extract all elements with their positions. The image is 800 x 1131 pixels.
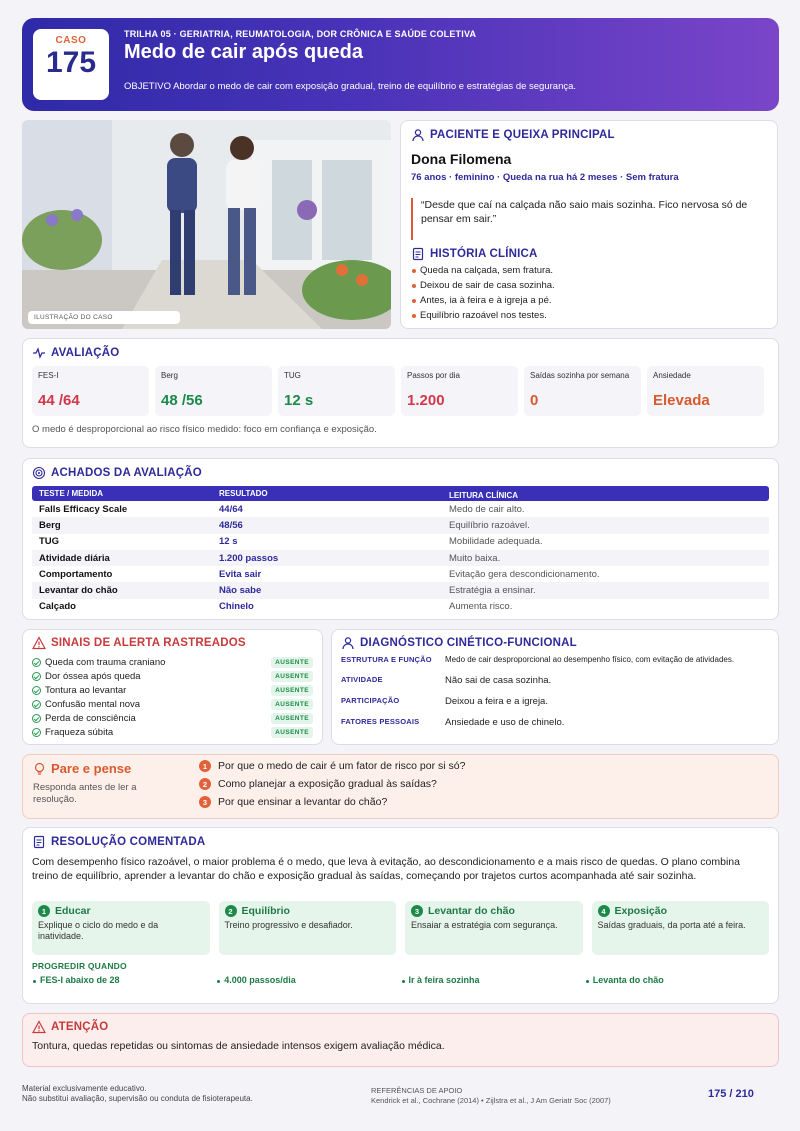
diagnosis-section-label: DIAGNÓSTICO CINÉTICO-FUNCIONAL: [360, 637, 577, 649]
patient-card: [400, 120, 778, 329]
status-badge: AUSENTE: [271, 713, 313, 724]
cell-test: Comportamento: [39, 568, 113, 580]
case-illustration: [22, 120, 391, 329]
cell-result: 12 s: [219, 536, 238, 548]
lightbulb-icon: [33, 762, 46, 776]
metric-value: Elevada: [653, 392, 710, 409]
question-text: Como planejar a exposição gradual às saídas?: [218, 778, 437, 790]
history-section-label: HISTÓRIA CLÍNICA: [430, 248, 538, 260]
findings-section-title: [32, 466, 769, 480]
patient-quote: “Desde que caí na calçada não saio mais sozinha. Fico nervosa só de pensar em sair.”: [411, 198, 767, 240]
metric-label: Passos por dia: [407, 371, 460, 380]
cell-test: Atividade diária: [39, 552, 110, 564]
document-icon: [411, 247, 425, 261]
cell-reading: Equilíbrio razoável.: [449, 519, 530, 531]
think-subtitle: Responda antes de ler a resolução.: [33, 782, 137, 805]
assessment-section-title: [32, 346, 769, 360]
patient-section-label: PACIENTE E QUEIXA PRINCIPAL: [430, 129, 615, 141]
metric-value: 48 /56: [161, 392, 203, 409]
findings-table-body: [32, 501, 769, 615]
step-number: 1: [38, 905, 50, 917]
resolution-section-title: [32, 835, 769, 849]
list-item: [32, 669, 313, 683]
metric-tile: [401, 366, 518, 416]
case-illustration-image: [22, 120, 391, 329]
cell-result: Evita sair: [219, 568, 262, 580]
status-badge: AUSENTE: [271, 685, 313, 696]
findings-table-header: [32, 486, 769, 501]
cell-reading: Medo de cair alto.: [449, 503, 525, 515]
patient-section-title: [411, 128, 767, 142]
step-title: Levantar do chão: [428, 905, 515, 917]
red-flag-label: Confusão mental nova: [45, 698, 141, 710]
diagnosis-key: PARTICIPAÇÃO: [341, 696, 400, 705]
think-card: [22, 754, 779, 819]
warning-icon: [32, 1020, 46, 1034]
red-flags-card: [22, 629, 323, 745]
status-badge: AUSENTE: [271, 657, 313, 668]
table-row: [32, 501, 769, 517]
trilha-label: TRILHA 05 · GERIATRIA, REUMATOLOGIA, DOR CRÔNICA E SAÚDE COLETIVA: [124, 29, 477, 39]
pulse-icon: [32, 346, 46, 360]
history-section-title: [411, 247, 767, 261]
diagnosis-card: [331, 629, 779, 745]
metric-tile: [155, 366, 272, 416]
metric-label: FES-I: [38, 371, 59, 380]
status-badge: AUSENTE: [271, 699, 313, 710]
red-flag-label: Queda com trauma craniano: [45, 656, 166, 668]
disclaimer-line: Material exclusivamente educativo.: [22, 1084, 147, 1093]
check-circle-icon: [32, 700, 41, 709]
page-title: Medo de cair após queda: [124, 41, 363, 63]
metric-tile: [647, 366, 764, 416]
patient-info: 76 anos · feminino · Queda na rua há 2 meses · Sem fratura: [411, 172, 679, 183]
warning-icon: [32, 636, 46, 650]
table-row: [32, 534, 769, 550]
cell-result: 44/64: [219, 503, 243, 515]
step-text: Ensaiar a estratégia com segurança.: [411, 920, 558, 930]
history-item: Antes, ia à feira e à igreja a pé.: [411, 295, 767, 306]
cell-result: 48/56: [219, 519, 243, 531]
check-circle-icon: [32, 728, 41, 737]
page-number: 175 / 210: [708, 1088, 754, 1100]
history-item: Equilíbrio razoável nos testes.: [411, 310, 767, 321]
cell-test: Calçado: [39, 601, 76, 613]
red-flag-label: Dor óssea após queda: [45, 670, 141, 682]
cell-test: TUG: [39, 536, 60, 548]
metric-value: 1.200: [407, 392, 445, 409]
cell-test: Berg: [39, 519, 61, 531]
step-card: [219, 901, 397, 955]
red-flags-section-label: SINAIS DE ALERTA RASTREADOS: [51, 637, 246, 649]
table-row: [32, 566, 769, 582]
metric-label: TUG: [284, 371, 301, 380]
question-text: Por que ensinar a levantar do chão?: [218, 796, 388, 808]
metric-tile: [32, 366, 149, 416]
step-text: Treino progressivo e desafiador.: [224, 920, 353, 930]
diagnosis-key: ESTRUTURA E FUNÇÃO: [341, 655, 432, 664]
resolution-card: [22, 827, 779, 1004]
think-title-label: Pare e pense: [51, 761, 132, 776]
step-title: Equilíbrio: [241, 905, 290, 917]
step-text: Saídas graduais, da porta até a feira.: [597, 920, 746, 930]
resolution-text: Com desempenho físico razoável, o maior problema é o medo, que leva à evitação, ao descondicionamento e a mais risco de quedas. O plano combina treino de equilíbrio, aprender a levantar do chão e exposição gradual às saídas, começando por trajetos curtos acompanhada até sair sozinha.: [32, 856, 740, 882]
step-title: Exposição: [614, 905, 668, 917]
progression-title: PROGREDIR QUANDO: [32, 961, 127, 971]
case-label: CASO: [55, 35, 87, 46]
metric-value: 0: [530, 392, 539, 409]
diagnosis-row: [341, 655, 769, 675]
metrics-row: [32, 366, 769, 416]
question-text: Por que o medo de cair é um fator de risco por si só?: [218, 760, 466, 772]
case-badge: [33, 29, 109, 100]
table-row: [32, 599, 769, 615]
progression-item: 4.000 passos/dia: [216, 975, 400, 985]
question-item: [199, 778, 437, 790]
steps-row: [32, 901, 769, 955]
list-item: [32, 655, 313, 669]
assessment-card: [22, 338, 779, 448]
status-badge: AUSENTE: [271, 671, 313, 682]
question-item: [199, 796, 387, 808]
step-title: Educar: [55, 905, 91, 917]
check-circle-icon: [32, 658, 41, 667]
cell-result: 1.200 passos: [219, 552, 279, 564]
step-card: [32, 901, 210, 955]
metric-label: Ansiedade: [653, 371, 691, 380]
diagnosis-value: Ansiedade e uso de chinelo.: [445, 717, 565, 728]
assessment-note: O medo é desproporcional ao risco físico medido: foco em confiança e exposição.: [32, 424, 377, 435]
diagnosis-row: [341, 675, 769, 696]
footer-disclaimer: [22, 1084, 253, 1104]
diagnosis-section-title: [341, 636, 769, 650]
metric-label: Berg: [161, 371, 178, 380]
progression-item: Levanta do chão: [585, 975, 769, 985]
metric-tile: [524, 366, 641, 416]
step-card: [592, 901, 770, 955]
attention-text: Tontura, quedas repetidas ou sintomas de ansiedade intensos exigem avaliação médica.: [32, 1040, 445, 1052]
illustration-caption: ILUSTRAÇÃO DO CASO: [28, 311, 180, 324]
references-title: REFERÊNCIAS DE APOIO: [371, 1086, 463, 1095]
findings-section-label: ACHADOS DA AVALIAÇÃO: [51, 467, 202, 479]
diagnosis-key: FATORES PESSOAIS: [341, 717, 420, 726]
objective-text: OBJETIVO Abordar o medo de cair com exposição gradual, treino de equilíbrio e estratégias de segurança.: [124, 81, 577, 92]
step-number: 2: [225, 905, 237, 917]
diagnosis-row: [341, 696, 769, 717]
cell-reading: Estratégia a ensinar.: [449, 585, 536, 597]
check-circle-icon: [32, 672, 41, 681]
status-badge: AUSENTE: [271, 727, 313, 738]
question-number: 1: [199, 760, 211, 772]
red-flags-list: [32, 655, 313, 739]
column-header: RESULTADO: [219, 489, 268, 498]
cell-reading: Muito baixa.: [449, 552, 501, 564]
column-header: LEITURA CLÍNICA: [449, 490, 519, 500]
patient-name: Dona Filomena: [411, 151, 512, 167]
person-icon: [341, 636, 355, 650]
case-header: [22, 18, 779, 111]
resolution-section-label: RESOLUÇÃO COMENTADA: [51, 836, 206, 848]
document-icon: [32, 835, 46, 849]
cell-reading: Evitação gera descondicionamento.: [449, 568, 600, 580]
list-item: [32, 683, 313, 697]
diagnosis-key: ATIVIDADE: [341, 675, 383, 684]
findings-card: [22, 458, 779, 620]
table-row: [32, 582, 769, 598]
progression-list: [32, 975, 769, 985]
check-circle-icon: [32, 714, 41, 723]
red-flags-section-title: [32, 636, 313, 650]
metric-value: 12 s: [284, 392, 314, 409]
table-row: [32, 517, 769, 533]
column-header: TESTE / MEDIDA: [39, 489, 104, 498]
attention-section-title: [32, 1020, 769, 1034]
history-item: Deixou de sair de casa sozinha.: [411, 280, 767, 291]
progression-item: Ir à feira sozinha: [401, 975, 585, 985]
question-number: 2: [199, 778, 211, 790]
cell-reading: Mobilidade adequada.: [449, 536, 543, 548]
step-number: 3: [411, 905, 423, 917]
cell-result: Chinelo: [219, 601, 254, 613]
question-item: [199, 760, 465, 772]
metric-label: Saídas sozinha por semana: [530, 371, 630, 380]
case-number: 175: [45, 46, 97, 79]
step-card: [405, 901, 583, 955]
diagnosis-value: Deixou a feira e a igreja.: [445, 696, 548, 707]
metric-tile: [278, 366, 395, 416]
progression-item: FES-I abaixo de 28: [32, 975, 216, 985]
list-item: [32, 711, 313, 725]
step-text: Explique o ciclo do medo e da inatividade.: [38, 920, 159, 941]
cell-reading: Aumenta risco.: [449, 601, 513, 613]
attention-section-label: ATENÇÃO: [51, 1021, 109, 1033]
table-row: [32, 550, 769, 566]
references-text: Kendrick et al., Cochrane (2014) • Zijlstra et al., J Am Geriatr Soc (2007): [371, 1096, 611, 1105]
target-icon: [32, 466, 46, 480]
footer-references: [371, 1086, 611, 1106]
red-flag-label: Tontura ao levantar: [45, 684, 127, 696]
list-item: [32, 725, 313, 739]
cell-test: Falls Efficacy Scale: [39, 503, 128, 515]
person-icon: [411, 128, 425, 142]
diagnosis-row: [341, 717, 769, 728]
list-item: [32, 697, 313, 711]
metric-value: 44 /64: [38, 392, 80, 409]
attention-card: [22, 1013, 779, 1067]
diagnosis-value: Medo de cair desproporcional ao desempenho físico, com evitação de atividades.: [445, 655, 735, 664]
cell-result: Não sabe: [219, 585, 262, 597]
question-number: 3: [199, 796, 211, 808]
assessment-section-label: AVALIAÇÃO: [51, 347, 120, 359]
red-flag-label: Fraqueza súbita: [45, 726, 114, 738]
diagnosis-value: Não sai de casa sozinha.: [445, 675, 552, 686]
cell-test: Levantar do chão: [39, 585, 118, 597]
check-circle-icon: [32, 686, 41, 695]
disclaimer-line: Não substitui avaliação, supervisão ou conduta de fisioterapeuta.: [22, 1094, 253, 1103]
step-number: 4: [598, 905, 610, 917]
history-item: Queda na calçada, sem fratura.: [411, 265, 767, 276]
red-flag-label: Perda de consciência: [45, 712, 136, 724]
